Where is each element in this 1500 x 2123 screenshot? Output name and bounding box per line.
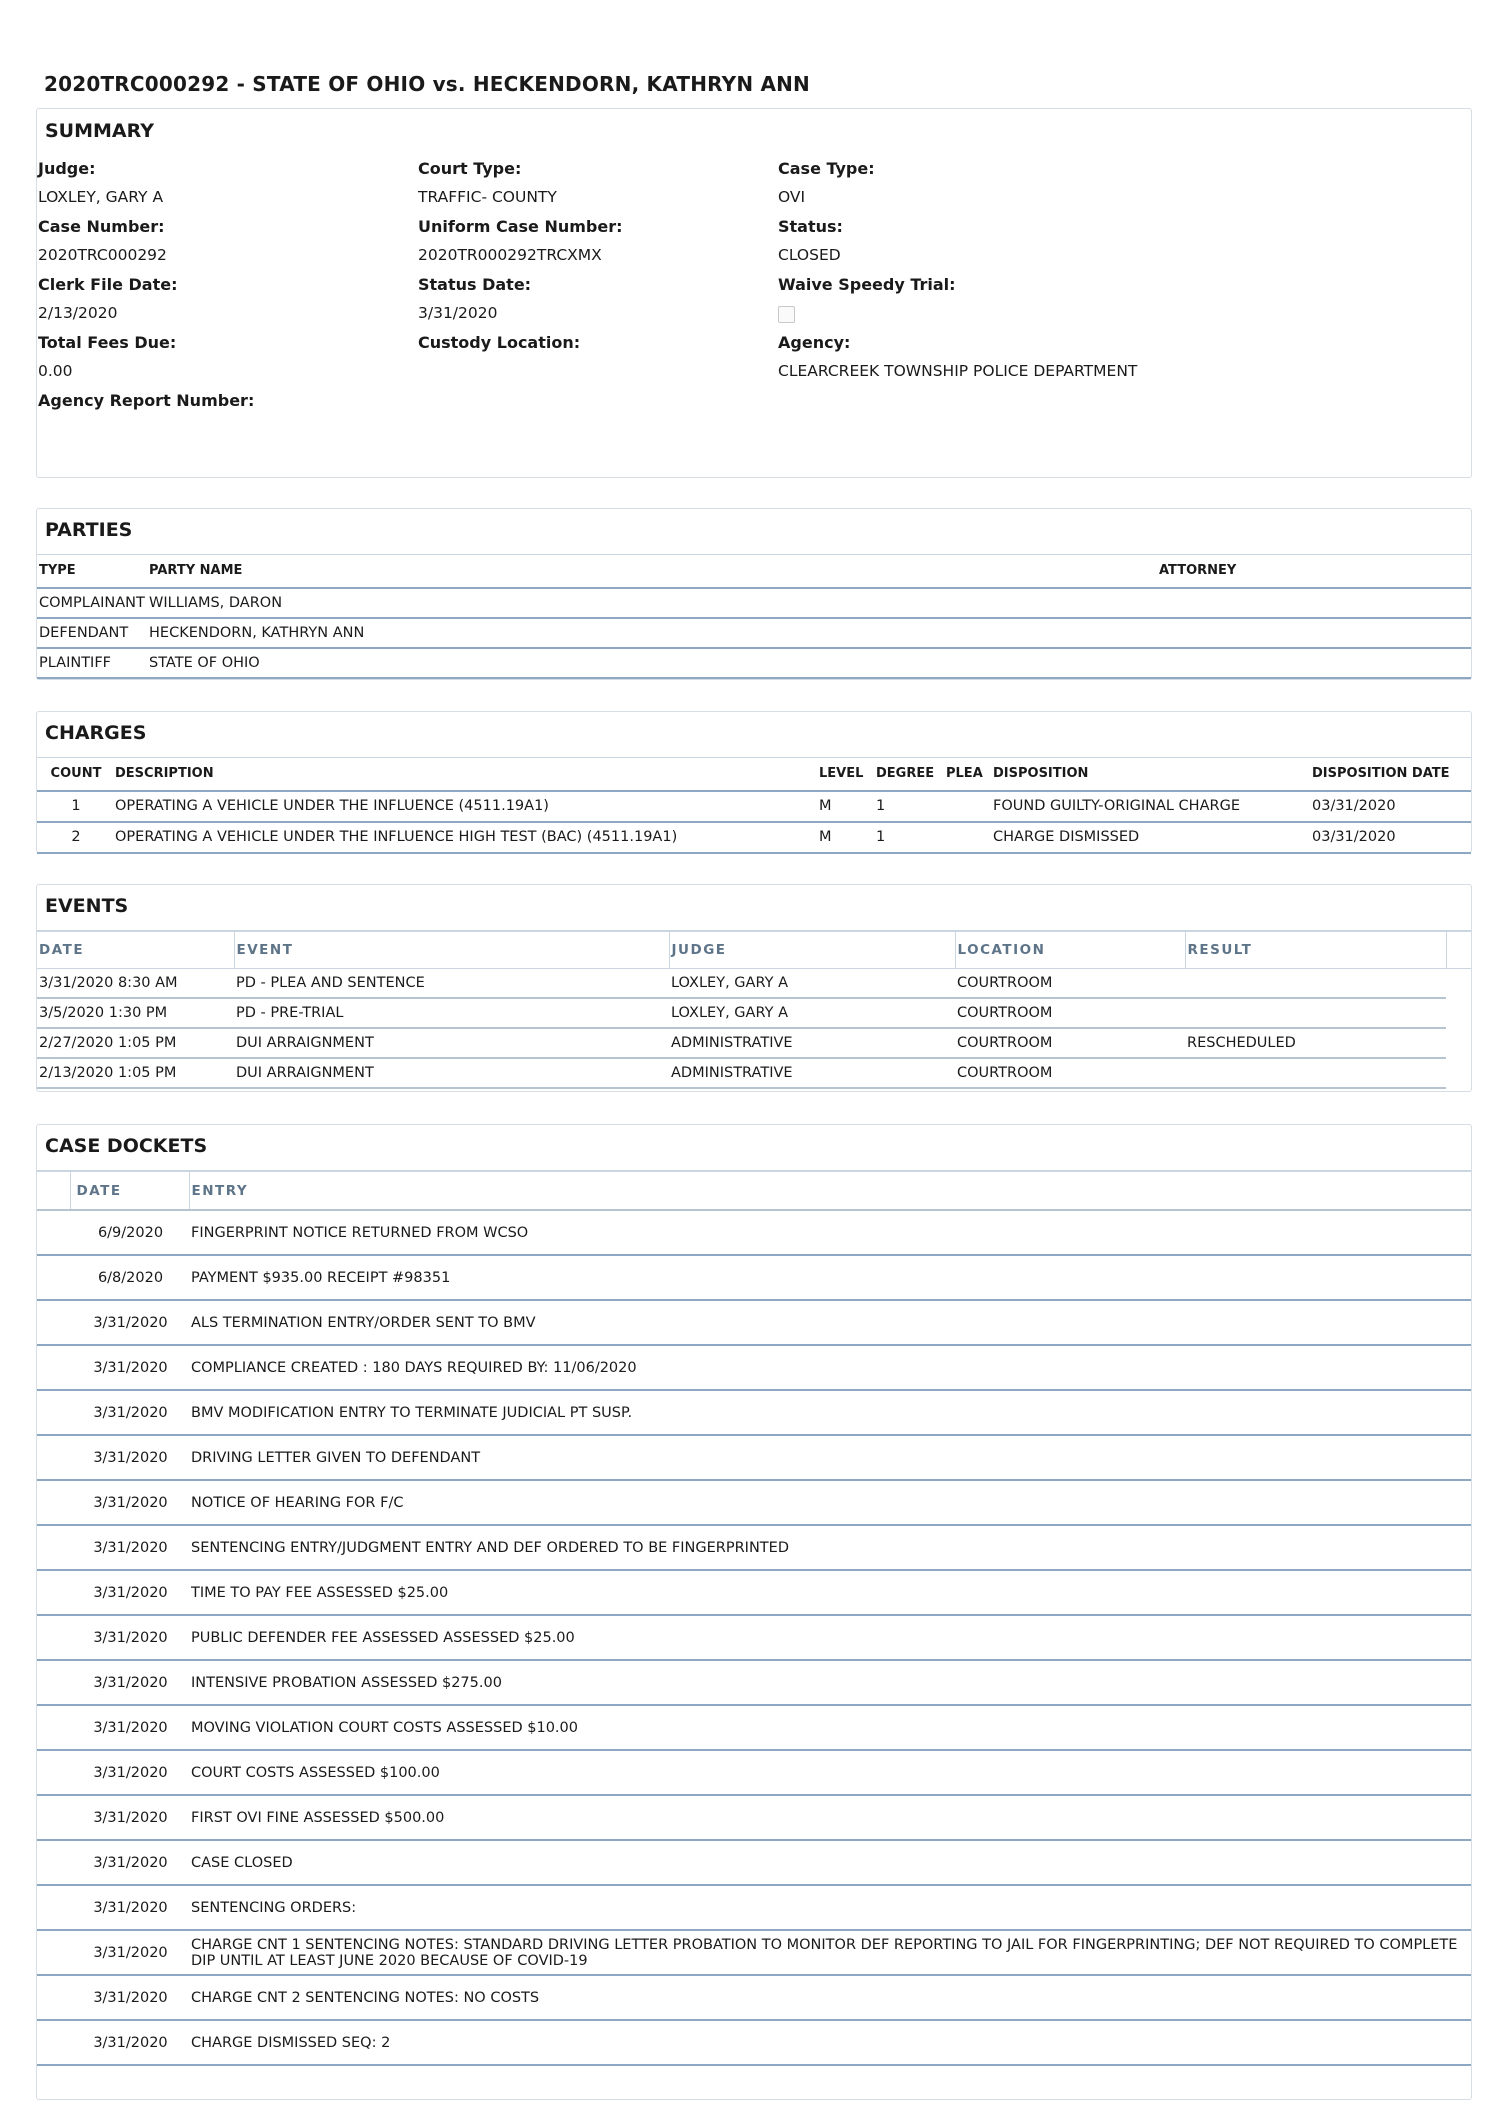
docket-row bbox=[37, 1345, 1471, 1390]
event-location: COURTROOM bbox=[955, 998, 1185, 1028]
event-location: COURTROOM bbox=[955, 1028, 1185, 1058]
charge-degree: 1 bbox=[876, 829, 886, 845]
docket-date: 3/31/2020 bbox=[93, 1494, 168, 1511]
header-disposition-date: DISPOSITION DATE bbox=[1312, 766, 1450, 782]
docket-row bbox=[37, 1975, 1471, 2020]
event-row bbox=[37, 1058, 1471, 1088]
docket-date: 3/31/2020 bbox=[93, 1809, 168, 1826]
docket-date: 3/31/2020 bbox=[93, 2034, 168, 2051]
docket-row bbox=[37, 2020, 1471, 2065]
header-result[interactable]: RESULT bbox=[1185, 931, 1446, 968]
docket-entry: MOVING VIOLATION COURT COSTS ASSESSED $10.00 bbox=[191, 1719, 578, 1736]
docket-row bbox=[37, 1750, 1471, 1795]
header-judge[interactable]: JUDGE bbox=[669, 931, 955, 968]
event-result bbox=[1185, 998, 1446, 1028]
charges-header-row bbox=[37, 758, 1471, 791]
dockets-table bbox=[37, 1170, 1471, 2066]
party-name: HECKENDORN, KATHRYN ANN bbox=[149, 624, 365, 641]
charge-level: M bbox=[819, 829, 832, 845]
charge-count: 2 bbox=[71, 829, 81, 845]
party-attorney bbox=[1157, 648, 1471, 678]
docket-entry: CHARGE CNT 2 SENTENCING NOTES: NO COSTS bbox=[191, 1989, 540, 2006]
docket-row bbox=[37, 1840, 1471, 1885]
party-type: COMPLAINANT bbox=[39, 594, 145, 611]
header-party-name: PARTY NAME bbox=[149, 563, 243, 579]
scrollbar-header-gutter bbox=[1446, 931, 1471, 968]
event-name: DUI ARRAIGNMENT bbox=[234, 1028, 669, 1058]
case-number-value: 2020TRC000292 bbox=[38, 246, 167, 264]
uniform-case-number-label: Uniform Case Number: bbox=[418, 217, 623, 236]
event-name: PD - PLEA AND SENTENCE bbox=[234, 968, 669, 998]
docket-date: 3/31/2020 bbox=[93, 1449, 168, 1466]
header-date[interactable]: DATE bbox=[37, 931, 234, 968]
docket-date: 3/31/2020 bbox=[93, 1854, 168, 1871]
docket-entry: FINGERPRINT NOTICE RETURNED FROM WCSO bbox=[191, 1224, 529, 1241]
event-name: DUI ARRAIGNMENT bbox=[234, 1058, 669, 1088]
docket-entry: COURT COSTS ASSESSED $100.00 bbox=[191, 1764, 440, 1781]
docket-date: 3/31/2020 bbox=[93, 1944, 168, 1961]
charges-table bbox=[37, 757, 1471, 854]
charge-level: M bbox=[819, 798, 832, 814]
docket-row bbox=[37, 1795, 1471, 1840]
event-location: COURTROOM bbox=[955, 1058, 1185, 1088]
docket-date: 3/31/2020 bbox=[93, 1539, 168, 1556]
charges-panel bbox=[36, 711, 1472, 853]
docket-date: 3/31/2020 bbox=[93, 1764, 168, 1781]
party-name: STATE OF OHIO bbox=[149, 654, 260, 671]
header-degree: DEGREE bbox=[876, 766, 935, 782]
status-label: Status: bbox=[778, 217, 843, 236]
party-row bbox=[37, 588, 1471, 618]
event-date: 2/27/2020 1:05 PM bbox=[37, 1028, 234, 1058]
event-date: 3/31/2020 8:30 AM bbox=[37, 968, 234, 998]
header-level: LEVEL bbox=[819, 766, 864, 782]
waive-speedy-trial-checkbox[interactable] bbox=[778, 306, 795, 323]
charge-plea bbox=[944, 791, 991, 822]
header-expand bbox=[37, 1171, 70, 1210]
scroll-gutter bbox=[1446, 1028, 1471, 1058]
summary-panel bbox=[36, 108, 1472, 478]
parties-title: PARTIES bbox=[45, 519, 133, 541]
case-type-label: Case Type: bbox=[778, 159, 875, 178]
events-panel bbox=[36, 884, 1472, 1092]
docket-date: 3/31/2020 bbox=[93, 1314, 168, 1331]
docket-date: 3/31/2020 bbox=[93, 1719, 168, 1736]
charge-disposition-date: 03/31/2020 bbox=[1312, 829, 1396, 845]
event-date: 2/13/2020 1:05 PM bbox=[37, 1058, 234, 1088]
event-judge: LOXLEY, GARY A bbox=[669, 998, 955, 1028]
parties-panel bbox=[36, 508, 1472, 680]
docket-row bbox=[37, 1705, 1471, 1750]
scroll-gutter bbox=[1446, 998, 1471, 1028]
charge-disposition: FOUND GUILTY-ORIGINAL CHARGE bbox=[993, 798, 1240, 814]
total-fees-due-value: 0.00 bbox=[38, 362, 73, 380]
docket-date: 3/31/2020 bbox=[93, 1629, 168, 1646]
agency-report-number-label: Agency Report Number: bbox=[38, 391, 255, 410]
clerk-file-date-label: Clerk File Date: bbox=[38, 275, 178, 294]
judge-value: LOXLEY, GARY A bbox=[38, 188, 164, 206]
header-count: COUNT bbox=[50, 766, 102, 782]
docket-entry: DRIVING LETTER GIVEN TO DEFENDANT bbox=[191, 1449, 481, 1466]
header-plea: PLEA bbox=[946, 766, 983, 782]
event-result: RESCHEDULED bbox=[1185, 1028, 1446, 1058]
event-result bbox=[1185, 968, 1446, 998]
charge-plea bbox=[944, 822, 991, 853]
docket-row bbox=[37, 1930, 1471, 1975]
docket-date: 3/31/2020 bbox=[93, 1989, 168, 2006]
docket-row bbox=[37, 1210, 1471, 1255]
case-title: 2020TRC000292 - STATE OF OHIO vs. HECKENDORN, KATHRYN ANN bbox=[44, 72, 810, 96]
docket-row bbox=[37, 1660, 1471, 1705]
docket-entry: CASE CLOSED bbox=[191, 1854, 293, 1871]
party-name: WILLIAMS, DARON bbox=[149, 594, 283, 611]
judge-label: Judge: bbox=[38, 159, 96, 178]
header-location[interactable]: LOCATION bbox=[955, 931, 1185, 968]
party-attorney bbox=[1157, 588, 1471, 618]
docket-entry: SENTENCING ORDERS: bbox=[191, 1899, 357, 1916]
docket-date: 3/31/2020 bbox=[93, 1899, 168, 1916]
docket-date: 3/31/2020 bbox=[93, 1359, 168, 1376]
court-type-label: Court Type: bbox=[418, 159, 522, 178]
docket-entry: CHARGE CNT 1 SENTENCING NOTES: STANDARD DRIVING LETTER PROBATION TO MONITOR DEF REPORTING TO JAIL FOR FINGERPRINTING; DEF NOT REQUIRED TO COMPLETE DIP UNTIL AT LEAST JUNE 2020 BECAUSE OF COVID-19 bbox=[191, 1936, 1458, 1969]
docket-row bbox=[37, 1480, 1471, 1525]
event-location: COURTROOM bbox=[955, 968, 1185, 998]
party-row bbox=[37, 648, 1471, 678]
docket-entry: COMPLIANCE CREATED : 180 DAYS REQUIRED BY: 11/06/2020 bbox=[191, 1359, 637, 1376]
charge-description: OPERATING A VEHICLE UNDER THE INFLUENCE (4511.19A1) bbox=[115, 798, 549, 814]
case-type-value: OVI bbox=[778, 188, 806, 206]
event-judge: LOXLEY, GARY A bbox=[669, 968, 955, 998]
court-type-value: TRAFFIC- COUNTY bbox=[418, 188, 557, 206]
status-date-value: 3/31/2020 bbox=[418, 304, 498, 322]
event-judge: ADMINISTRATIVE bbox=[669, 1028, 955, 1058]
status-value: CLOSED bbox=[778, 246, 841, 264]
charge-count: 1 bbox=[71, 798, 81, 814]
scroll-gutter bbox=[1446, 1058, 1471, 1088]
status-date-label: Status Date: bbox=[418, 275, 532, 294]
event-date: 3/5/2020 1:30 PM bbox=[37, 998, 234, 1028]
docket-row bbox=[37, 1435, 1471, 1480]
charge-row bbox=[37, 791, 1471, 822]
docket-date: 3/31/2020 bbox=[93, 1584, 168, 1601]
party-type: PLAINTIFF bbox=[39, 654, 112, 671]
summary-title: SUMMARY bbox=[45, 120, 154, 142]
agency-value: CLEARCREEK TOWNSHIP POLICE DEPARTMENT bbox=[778, 362, 1138, 380]
waive-speedy-trial-label: Waive Speedy Trial: bbox=[778, 275, 956, 294]
docket-entry: SENTENCING ENTRY/JUDGMENT ENTRY AND DEF ORDERED TO BE FINGERPRINTED bbox=[191, 1539, 789, 1556]
docket-entry: FIRST OVI FINE ASSESSED $500.00 bbox=[191, 1809, 445, 1826]
case-number-label: Case Number: bbox=[38, 217, 165, 236]
event-row bbox=[37, 1028, 1471, 1058]
header-date[interactable]: DATE bbox=[70, 1171, 189, 1210]
header-description: DESCRIPTION bbox=[115, 766, 214, 782]
charge-disposition-date: 03/31/2020 bbox=[1312, 798, 1396, 814]
events-table bbox=[37, 930, 1471, 1089]
docket-entry: PAYMENT $935.00 RECEIPT #98351 bbox=[191, 1269, 451, 1286]
party-attorney bbox=[1157, 618, 1471, 648]
charge-degree: 1 bbox=[876, 798, 886, 814]
events-header-row bbox=[37, 931, 1471, 968]
docket-entry: ALS TERMINATION ENTRY/ORDER SENT TO BMV bbox=[191, 1314, 536, 1331]
header-disposition: DISPOSITION bbox=[993, 766, 1089, 782]
docket-date: 6/9/2020 bbox=[97, 1224, 164, 1241]
header-type: TYPE bbox=[39, 563, 76, 579]
charge-disposition: CHARGE DISMISSED bbox=[993, 829, 1140, 845]
docket-row bbox=[37, 1525, 1471, 1570]
event-name: PD - PRE-TRIAL bbox=[234, 998, 669, 1028]
party-type: DEFENDANT bbox=[39, 624, 129, 641]
docket-entry: TIME TO PAY FEE ASSESSED $25.00 bbox=[191, 1584, 449, 1601]
parties-table bbox=[37, 554, 1471, 679]
dockets-panel bbox=[36, 1124, 1472, 2100]
docket-row bbox=[37, 1390, 1471, 1435]
uniform-case-number-value: 2020TR000292TRCXMX bbox=[418, 246, 602, 264]
parties-header-row bbox=[37, 555, 1471, 588]
docket-entry: BMV MODIFICATION ENTRY TO TERMINATE JUDICIAL PT SUSP. bbox=[191, 1404, 633, 1421]
scroll-gutter bbox=[1446, 968, 1471, 998]
docket-entry: NOTICE OF HEARING FOR F/C bbox=[191, 1494, 404, 1511]
event-result bbox=[1185, 1058, 1446, 1088]
header-attorney: ATTORNEY bbox=[1159, 563, 1237, 579]
agency-label: Agency: bbox=[778, 333, 851, 352]
docket-date: 3/31/2020 bbox=[93, 1674, 168, 1691]
charge-row bbox=[37, 822, 1471, 853]
docket-row bbox=[37, 1255, 1471, 1300]
event-judge: ADMINISTRATIVE bbox=[669, 1058, 955, 1088]
docket-row bbox=[37, 1300, 1471, 1345]
docket-date: 6/8/2020 bbox=[97, 1269, 164, 1286]
custody-location-label: Custody Location: bbox=[418, 333, 581, 352]
event-row bbox=[37, 968, 1471, 998]
events-title: EVENTS bbox=[45, 895, 129, 917]
charge-description: OPERATING A VEHICLE UNDER THE INFLUENCE HIGH TEST (BAC) (4511.19A1) bbox=[115, 829, 678, 845]
docket-row bbox=[37, 1885, 1471, 1930]
header-entry[interactable]: ENTRY bbox=[189, 1171, 1471, 1210]
docket-row bbox=[37, 1570, 1471, 1615]
docket-entry: INTENSIVE PROBATION ASSESSED $275.00 bbox=[191, 1674, 502, 1691]
docket-entry: PUBLIC DEFENDER FEE ASSESSED ASSESSED $25.00 bbox=[191, 1629, 575, 1646]
total-fees-due-label: Total Fees Due: bbox=[38, 333, 177, 352]
header-event[interactable]: EVENT bbox=[234, 931, 669, 968]
docket-date: 3/31/2020 bbox=[93, 1404, 168, 1421]
dockets-title: CASE DOCKETS bbox=[45, 1135, 208, 1157]
party-row bbox=[37, 618, 1471, 648]
docket-entry: CHARGE DISMISSED SEQ: 2 bbox=[191, 2034, 391, 2051]
event-row bbox=[37, 998, 1471, 1028]
dockets-header-row bbox=[37, 1171, 1471, 1210]
clerk-file-date-value: 2/13/2020 bbox=[38, 304, 118, 322]
docket-row bbox=[37, 1615, 1471, 1660]
charges-title: CHARGES bbox=[45, 722, 147, 744]
